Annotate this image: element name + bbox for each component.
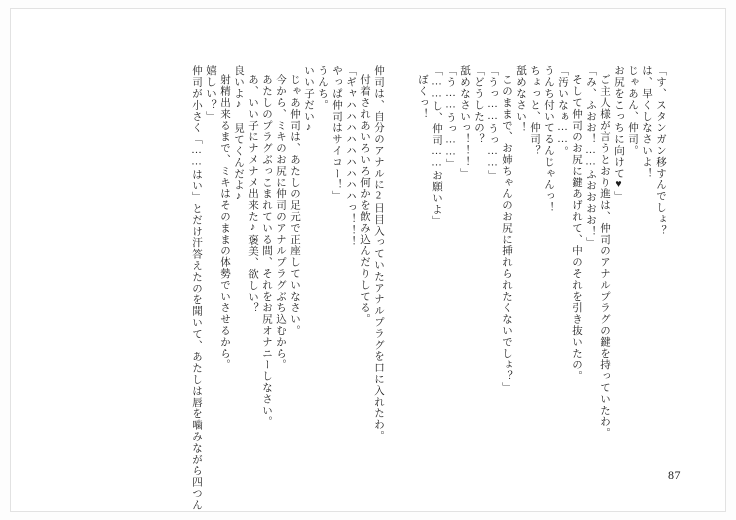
text-column: あ、いい子にナメナメ出来た♪褒美、欲しい？ bbox=[247, 74, 258, 314]
text-column: ちょっと、仲司？ bbox=[529, 65, 540, 157]
text-column: このままで、お姉ちゃんのお尻に挿れられたくないでしょ？」 bbox=[501, 74, 512, 394]
text-column: やっぱ仲司はサイコー！」 bbox=[331, 65, 342, 202]
text-column: 「どうしたの？ bbox=[473, 65, 484, 145]
text-column: 射精出来るまで、ミキはそのままの体勢でいさせるから。 bbox=[219, 74, 230, 371]
text-column: 「み、ふおお！……ふおおおお！」 bbox=[585, 65, 596, 249]
text-column: あたしのプラグぶっこまれている間、それをお尻オナニーしなさい。 bbox=[261, 74, 272, 428]
text-column: 「汚いなぁ……。 bbox=[557, 65, 568, 158]
vertical-text-block bbox=[63, 65, 666, 511]
page-frame bbox=[10, 8, 726, 512]
text-column: 今から、ミキのお尻に仲司のアナルプラグぶち込むから。 bbox=[275, 74, 286, 371]
text-column: そして仲司のお尻に鍵あげれて、中のそれを引き抜いたの。 bbox=[571, 74, 582, 382]
text-column: 舐めなさいっ！！！」 bbox=[459, 65, 470, 179]
text-column: うんち。 bbox=[317, 65, 328, 111]
text-column: じゃあん、仲司。 bbox=[627, 65, 638, 157]
text-column: ぼくっ！ bbox=[417, 74, 428, 120]
text-column: ご主人様が言うとおり進は、仲司のアナルプラグの鍵を持っていたわ。 bbox=[599, 74, 610, 439]
text-column: お尻をこっちに向けて♥」 bbox=[613, 65, 624, 203]
text-column: 「……し、仲司……お願いよ」 bbox=[431, 65, 442, 227]
text-column: じゃあ仲司は、あたしの足元で正座していなさい。 bbox=[289, 74, 300, 337]
text-column: 付着されあいろいろ何かを飲み込んだりしてる。 bbox=[359, 74, 370, 325]
text-column: 仲司が小さく「……はい」とだけ汗答えたのを聞いて、あたしは唇を噛みながら四つん bbox=[191, 65, 202, 511]
text-column: 「う……うっ……」 bbox=[445, 65, 456, 170]
text-column: いい子だい♪ bbox=[303, 65, 314, 134]
text-column: 良いよ♪ 見てくんだよ♪ bbox=[233, 65, 244, 203]
page-number: 87 bbox=[668, 468, 681, 482]
text-column: 「ギャハハハハハハハハハっ！！！ bbox=[345, 65, 356, 248]
text-column: 仲司は、自分のアナルに2日目入っていたアナルプラグを口に入れたわ。 bbox=[373, 65, 384, 442]
text-column: 「うっ……うっ……」 bbox=[487, 65, 498, 181]
text-column: 舐めなさい！ bbox=[515, 65, 526, 134]
text-column: 「す、スタンガン移すんでしょ？ bbox=[655, 65, 666, 236]
text-column: 嬉しい？」 bbox=[205, 65, 216, 122]
text-column: は、早くしなさいよ！ bbox=[641, 65, 652, 179]
text-column: うんち付いてるんじゃんっ！ bbox=[543, 65, 554, 214]
